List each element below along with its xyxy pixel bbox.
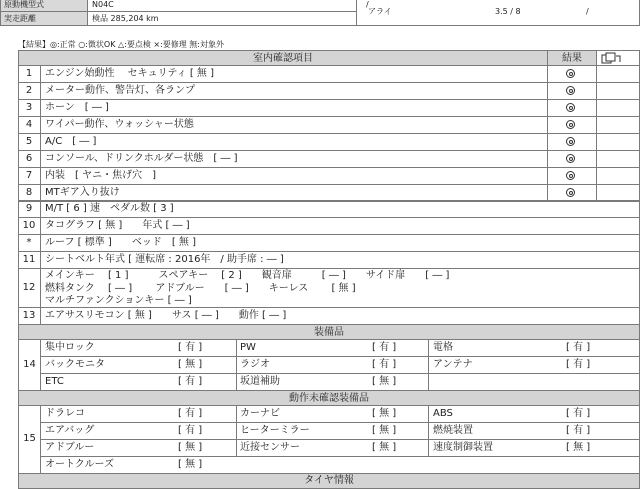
result-excellent-mark — [566, 86, 575, 95]
result-header-text: 結果 — [562, 53, 582, 64]
row-text: メーター動作、警告灯、各ランプ — [45, 85, 195, 96]
equip-value: [ 無 ] — [178, 459, 203, 470]
result-excellent-mark — [566, 137, 575, 146]
equip-name: オートクルーズ — [45, 459, 114, 470]
result-excellent-mark — [566, 188, 575, 197]
equip-name: 集中ロック — [45, 342, 95, 353]
equip-value: [ 有 ] — [566, 425, 591, 436]
row-number: 5 — [25, 136, 33, 147]
equip-value: [ 無 ] — [566, 442, 591, 453]
row-number: * — [26, 237, 32, 248]
row-divider — [40, 439, 640, 440]
equip-name: カーナビ — [240, 408, 280, 419]
engine-label: 原動機型式 — [4, 0, 44, 9]
mileage-value: 検品 285,204 km — [92, 14, 159, 23]
tire-info-header-text: タイヤ情報 — [304, 475, 354, 486]
row-number: 9 — [25, 203, 33, 214]
equipment-grid — [40, 339, 640, 391]
unconfirmed-header — [18, 390, 640, 406]
result-legend: 【結果】◎:正常 ○:徴状OK △:要点検 ×:要修理 無:対象外 — [18, 40, 225, 49]
interior-header-text: 室内確認項目 — [253, 53, 313, 64]
row-text: ルーフ [ 標準 ] ベッド [ 無 ] — [45, 237, 196, 248]
row-text: 内装 [ ヤニ・焦げ穴 ] — [45, 170, 156, 181]
row-text: シートベルト年式 [ 運転席 : 2016年 / 助手席 : ― ] — [45, 254, 284, 265]
equipment-header-text: 装備品 — [314, 327, 344, 338]
row-number: 1 — [25, 68, 33, 79]
equip-value: [ 無 ] — [178, 359, 203, 370]
equip-name: PW — [240, 342, 256, 353]
row-number: 6 — [25, 153, 33, 164]
equip-name: ETC — [45, 376, 64, 387]
result-excellent-mark — [566, 103, 575, 112]
copy-icon[interactable] — [600, 52, 622, 64]
equip-name: ABS — [433, 408, 453, 419]
row-text: ホーン [ ― ] — [45, 102, 109, 113]
equip-value: [ 有 ] — [566, 359, 591, 370]
row-text: MTギア入り抜け — [45, 187, 120, 198]
extra-divider — [596, 65, 597, 201]
row-number-divider — [40, 200, 41, 325]
result-divider — [547, 65, 548, 201]
alignment-label: アライ — [368, 7, 392, 16]
equip-value: [ 無 ] — [372, 408, 397, 419]
row-text: 燃料タンク [ ― ] アドブルー [ ― ] キーレス [ 無 ] — [45, 283, 356, 294]
row-text: ワイパー動作、ウォッシャー状態 — [45, 119, 194, 130]
slash-mark: / — [366, 0, 369, 9]
equip-name: バックモニタ — [45, 359, 105, 370]
row-text: メインキー [ 1 ] スペアキー [ 2 ] 観音扉 [ ― ] サイド扉 [ ― ] — [45, 270, 450, 281]
unconfirmed-header-text: 動作未確認装備品 — [289, 393, 369, 404]
mileage-label: 実走距離 — [4, 14, 36, 23]
row-divider — [40, 373, 640, 374]
equip-value: [ 無 ] — [178, 442, 203, 453]
result-excellent-mark — [566, 171, 575, 180]
equip-name: 近接センサー — [240, 442, 300, 453]
row-number: 11 — [22, 254, 36, 265]
row-number: 15 — [23, 433, 36, 444]
row-number: 8 — [25, 187, 33, 198]
row-number: 12 — [22, 282, 36, 293]
row-number: 3 — [25, 102, 33, 113]
equip-value: [ 無 ] — [372, 425, 397, 436]
equip-value: [ 有 ] — [178, 376, 203, 387]
column-divider — [236, 339, 237, 391]
equip-value: [ 無 ] — [372, 376, 397, 387]
equip-value: [ 有 ] — [178, 342, 203, 353]
alignment-value: 3.5 / 8 — [495, 7, 521, 16]
equip-name: ラジオ — [240, 359, 270, 370]
row-text: M/T [ 6 ] 速 ペダル数 [ 3 ] — [45, 203, 174, 214]
row-number: 13 — [22, 310, 36, 321]
equip-name: アドブルー — [45, 442, 95, 453]
tire-info-header — [18, 473, 640, 489]
row-text: エンジン始動性 セキュリティ [ 無 ] — [45, 68, 215, 79]
engine-value: N04C — [92, 0, 114, 9]
equip-value: [ 有 ] — [178, 408, 203, 419]
equip-name: 電格 — [433, 342, 453, 353]
row-text: コンソール、ドリンクホルダー状態 [ ― ] — [45, 153, 238, 164]
equip-value: [ 有 ] — [372, 342, 397, 353]
row-text: A/C [ ― ] — [45, 136, 97, 147]
equip-value: [ 有 ] — [566, 342, 591, 353]
result-header — [547, 50, 597, 66]
equip-name: ドラレコ — [45, 408, 85, 419]
row-divider — [40, 422, 640, 423]
row-text: マルチファンクションキー [ ― ] — [45, 295, 192, 306]
result-excellent-mark — [566, 120, 575, 129]
equip-name: 速度制御装置 — [433, 442, 493, 453]
row-number: 7 — [25, 170, 33, 181]
equip-name: ヒーターミラー — [240, 425, 310, 436]
row-number: 10 — [22, 220, 36, 231]
equip-name: アンテナ — [433, 359, 473, 370]
row-number: 2 — [25, 85, 33, 96]
column-divider — [428, 405, 429, 457]
row-divider — [40, 456, 640, 457]
equip-name: 坂道補助 — [240, 376, 280, 387]
row-number: 14 — [23, 359, 36, 370]
equip-value: [ 無 ] — [372, 442, 397, 453]
result-excellent-mark — [566, 154, 575, 163]
row-number-divider — [40, 65, 41, 201]
row-text: タコグラフ [ 無 ] 年式 [ ― ] — [45, 220, 190, 231]
result-excellent-mark — [566, 69, 575, 78]
column-divider — [236, 405, 237, 457]
column-divider — [428, 339, 429, 391]
equip-value: [ 有 ] — [566, 408, 591, 419]
row-text: エアサスリモコン [ 無 ] サス [ ― ] 動作 [ ― ] — [45, 310, 287, 321]
equip-value: [ 有 ] — [178, 425, 203, 436]
interior-header — [18, 50, 548, 66]
equip-name: エアバッグ — [45, 425, 95, 436]
slash-mark: / — [586, 7, 589, 16]
equip-value: [ 有 ] — [372, 359, 397, 370]
equip-name: 燃焼装置 — [433, 425, 473, 436]
row-divider — [40, 356, 640, 357]
equipment-header — [18, 324, 640, 340]
row-number: 4 — [25, 119, 33, 130]
